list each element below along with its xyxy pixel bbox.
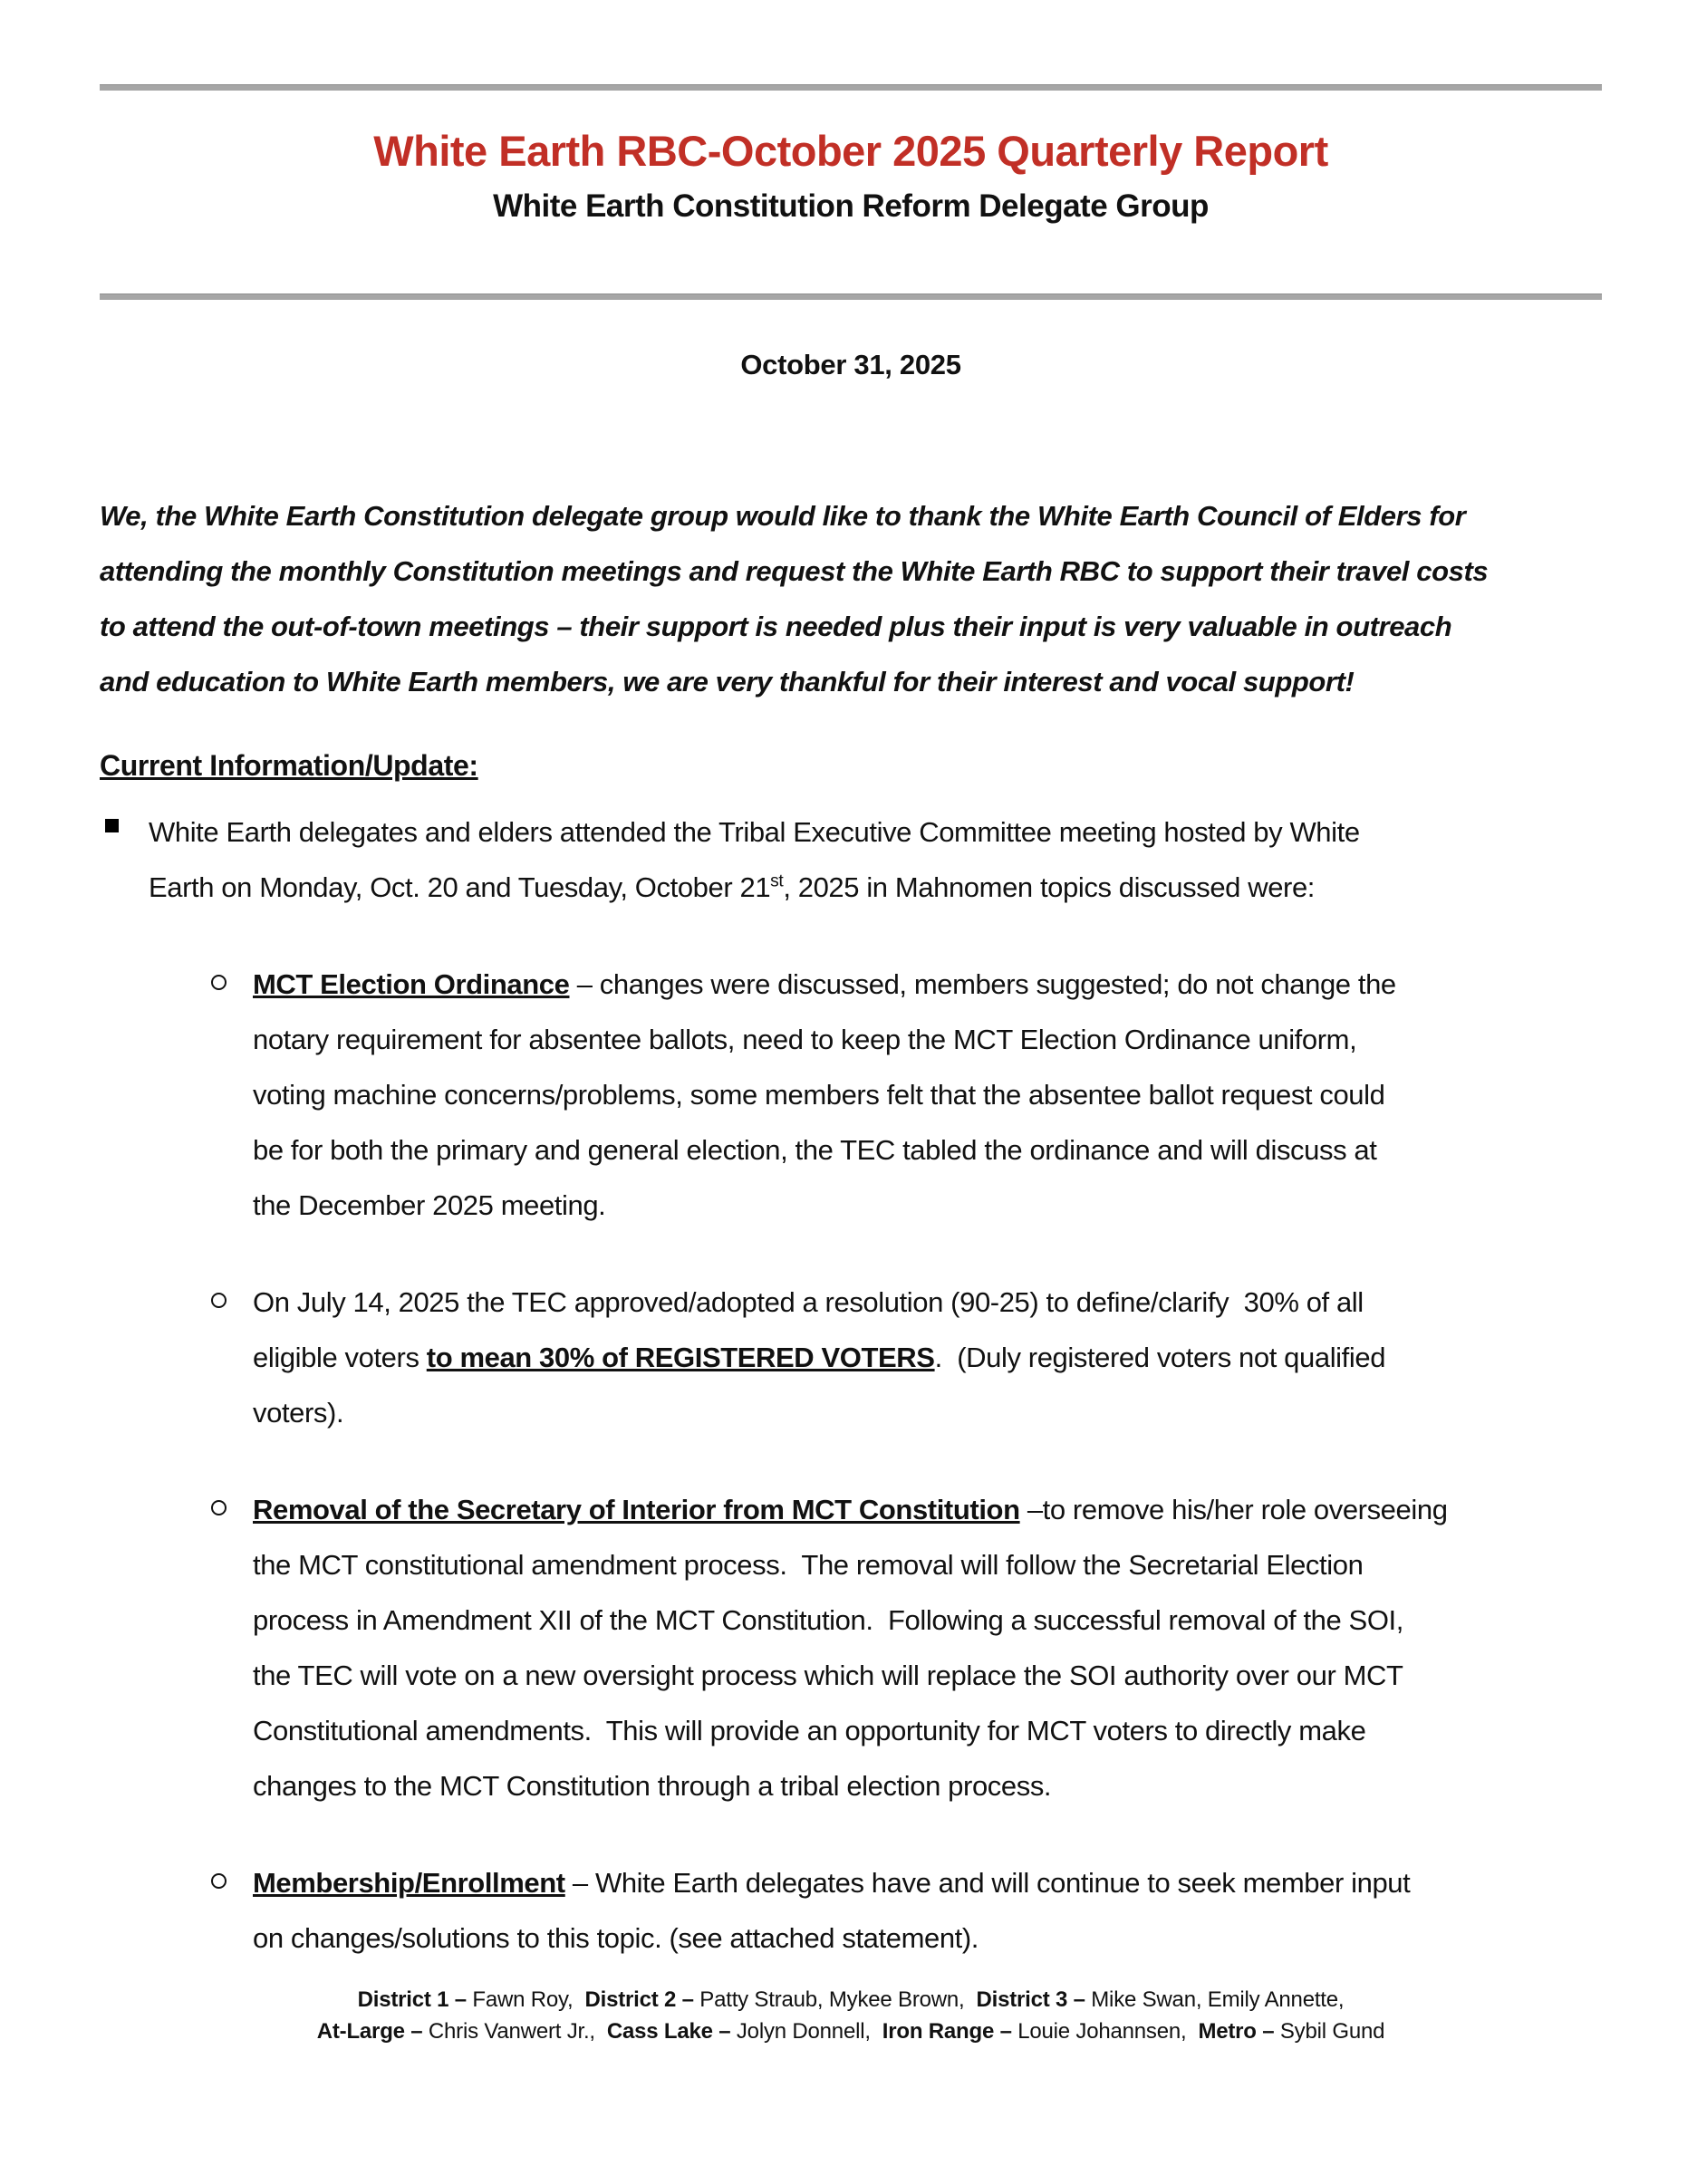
delegates-footer (100, 1984, 1602, 2047)
text-line: on changes/solutions to this topic. (see attached statement). (253, 1922, 979, 1954)
text-line: the MCT constitutional amendment process. The removal will follow the Secretarial Election (253, 1549, 1364, 1581)
circle-bullet-icon (211, 1500, 227, 1515)
section-heading: Current Information/Update: (100, 749, 478, 782)
text-line: eligible voters to mean 30% of REGISTERED VOTERS. (Duly registered voters not qualified (253, 1342, 1386, 1373)
text-line: At-Large – Chris Vanwert Jr., Cass Lake – Jolyn Donnell, Iron Range – Louie Johannsen, Metro – Sybil Gund (316, 2019, 1385, 2044)
text-line: We, the White Earth Constitution delegate group would like to thank the White Earth Council of Elders for (100, 500, 1466, 532)
text-line: and education to White Earth members, we are very thankful for their interest and vocal support! (100, 666, 1355, 698)
main-bullet-tec-meeting (100, 804, 1602, 915)
report-date: October 31, 2025 (740, 349, 961, 380)
text-line: Constitutional amendments. This will provide an opportunity for MCT voters to directly make (253, 1715, 1366, 1746)
sub-bullet-mct-election-ordinance (100, 957, 1602, 1233)
text-line: Earth on Monday, Oct. 20 and Tuesday, October 21st, 2025 in Mahnomen topics discussed were: (149, 871, 1316, 903)
text-line: attending the monthly Constitution meetings and request the White Earth RBC to support their travel costs (100, 555, 1489, 587)
sub-bullet-text (253, 1855, 1410, 1966)
horizontal-rule-top (100, 84, 1602, 91)
text-line: Membership/Enrollment – White Earth delegates have and will continue to seek member input (253, 1867, 1411, 1899)
circle-bullet-icon (211, 1293, 227, 1308)
sub-bullet-membership-enrollment (100, 1855, 1602, 1966)
text-line: On July 14, 2025 the TEC approved/adopted a resolution (90-25) to define/clarify 30% of all (253, 1286, 1364, 1318)
report-title: White Earth RBC-October 2025 Quarterly Report (373, 127, 1328, 175)
sub-bullet-text (253, 1275, 1385, 1440)
sub-bullet-text (253, 1482, 1448, 1814)
text-line: voting machine concerns/problems, some members felt that the absentee ballot request could (253, 1079, 1385, 1111)
main-bullet-text (149, 804, 1360, 915)
sub-bullet-tec-resolution (100, 1275, 1602, 1440)
text-line: process in Amendment XII of the MCT Constitution. Following a successful removal of the SOI, (253, 1604, 1403, 1636)
intro-paragraph (100, 488, 1602, 709)
text-line: to attend the out-of-town meetings – their support is needed plus their input is very valuable in outreach (100, 611, 1452, 642)
text-line: District 1 – Fawn Roy, District 2 – Patty Straub, Mykee Brown, District 3 – Mike Swan, Emily Annette, (357, 1987, 1345, 2012)
text-line: Removal of the Secretary of Interior from MCT Constitution –to remove his/her role overseeing (253, 1494, 1448, 1525)
text-line: MCT Election Ordinance – changes were discussed, members suggested; do not change the (253, 968, 1396, 1000)
text-line: changes to the MCT Constitution through a tribal election process. (253, 1770, 1052, 1802)
text-line: White Earth delegates and elders attended the Tribal Executive Committee meeting hosted by White (149, 816, 1360, 848)
sub-bullet-removal-of-soi (100, 1482, 1602, 1814)
report-subtitle: White Earth Constitution Reform Delegate Group (493, 188, 1209, 224)
circle-bullet-icon (211, 1873, 227, 1889)
text-line: the TEC will vote on a new oversight process which will replace the SOI authority over our MCT (253, 1660, 1403, 1691)
text-line: notary requirement for absentee ballots, need to keep the MCT Election Ordinance uniform, (253, 1024, 1357, 1055)
text-line: the December 2025 meeting. (253, 1189, 606, 1221)
circle-bullet-icon (211, 975, 227, 990)
horizontal-rule-bottom (100, 293, 1602, 300)
text-line: voters). (253, 1397, 344, 1429)
square-bullet-icon (105, 819, 119, 832)
sub-bullet-text (253, 957, 1396, 1233)
text-line: be for both the primary and general election, the TEC tabled the ordinance and will discuss at (253, 1134, 1377, 1166)
